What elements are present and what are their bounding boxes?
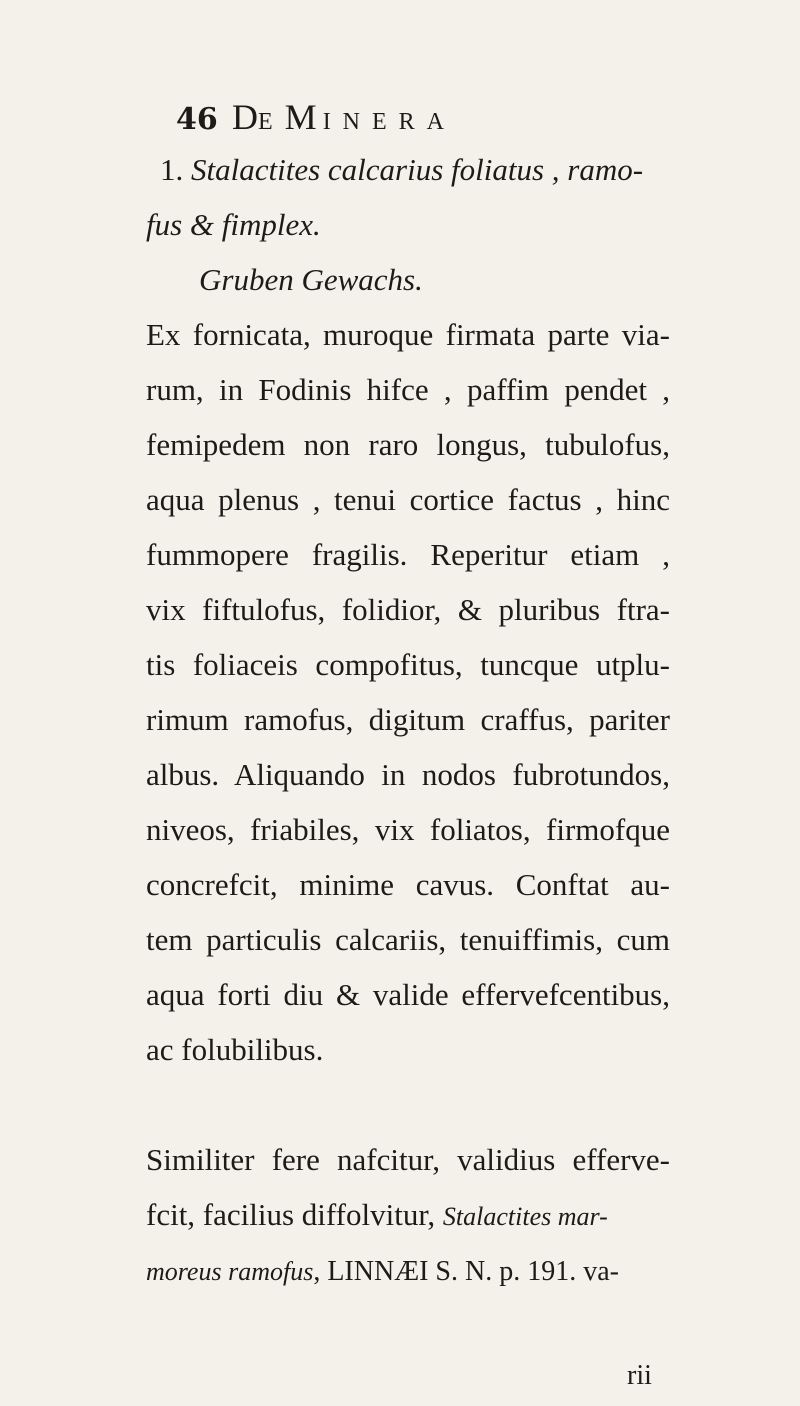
title-m: M xyxy=(284,97,323,137)
text-line: concrefcit, minime cavus. Conftat au- xyxy=(146,867,670,902)
text-line: albus. Aliquando in nodos fubrotundos, xyxy=(146,757,670,792)
para2-line3 xyxy=(146,1252,670,1288)
para2-line3-rest: , LINNÆI S. N. p. 191. va- xyxy=(313,1256,619,1287)
title-d: D xyxy=(232,97,258,137)
entry-name-line2: fus & fimplex. xyxy=(146,207,321,242)
text-line: femipedem non raro longus, tubulofus, xyxy=(146,427,670,462)
text-line: aqua plenus , tenui cortice factus , hinc xyxy=(146,482,670,517)
german-name: Gruben Gewachs. xyxy=(199,262,423,297)
text-line: niveos, friabiles, vix foliatos, firmofque xyxy=(146,812,670,847)
text-line: aqua forti diu & valide effervefcentibus, xyxy=(146,977,670,1012)
entry-number: 1. xyxy=(160,152,184,187)
signature-mark: rii xyxy=(627,1360,652,1391)
text-line: vix fiftulofus, folidior, & pluribus ftra- xyxy=(146,592,670,627)
page-number: 46 xyxy=(176,102,218,137)
text-line: rimum ramofus, digitum craffus, pariter xyxy=(146,702,670,737)
text-line: tis foliaceis compofitus, tuncque utplu- xyxy=(146,647,670,682)
latin-name-1: Stalactites calcarius foliatus , ramo- xyxy=(191,152,644,187)
entry-name-line1 xyxy=(160,152,684,188)
para2-line2-start: fcit, facilius diffolvitur, xyxy=(146,1197,443,1232)
para2-line2 xyxy=(146,1197,670,1233)
title-e: E xyxy=(258,109,285,135)
text-line: tem particulis calcariis, tenuiffimis, cum xyxy=(146,922,670,957)
title-inera: INERA xyxy=(322,109,457,135)
para2-line2-italic: Stalactites mar- xyxy=(442,1202,608,1231)
running-header xyxy=(176,96,696,148)
running-title xyxy=(232,96,456,138)
text-line: Ex fornicata, muroque firmata parte via- xyxy=(146,317,670,352)
text-line: ac folubilibus. xyxy=(146,1032,324,1067)
para2-line1: Similiter fere nafcitur, validius efferve- xyxy=(146,1142,670,1177)
text-line: rum, in Fodinis hifce , paffim pendet , xyxy=(146,372,670,407)
text-line: fummopere fragilis. Reperitur etiam , xyxy=(146,537,670,572)
para2-line3-italic: moreus ramofus xyxy=(146,1257,314,1286)
